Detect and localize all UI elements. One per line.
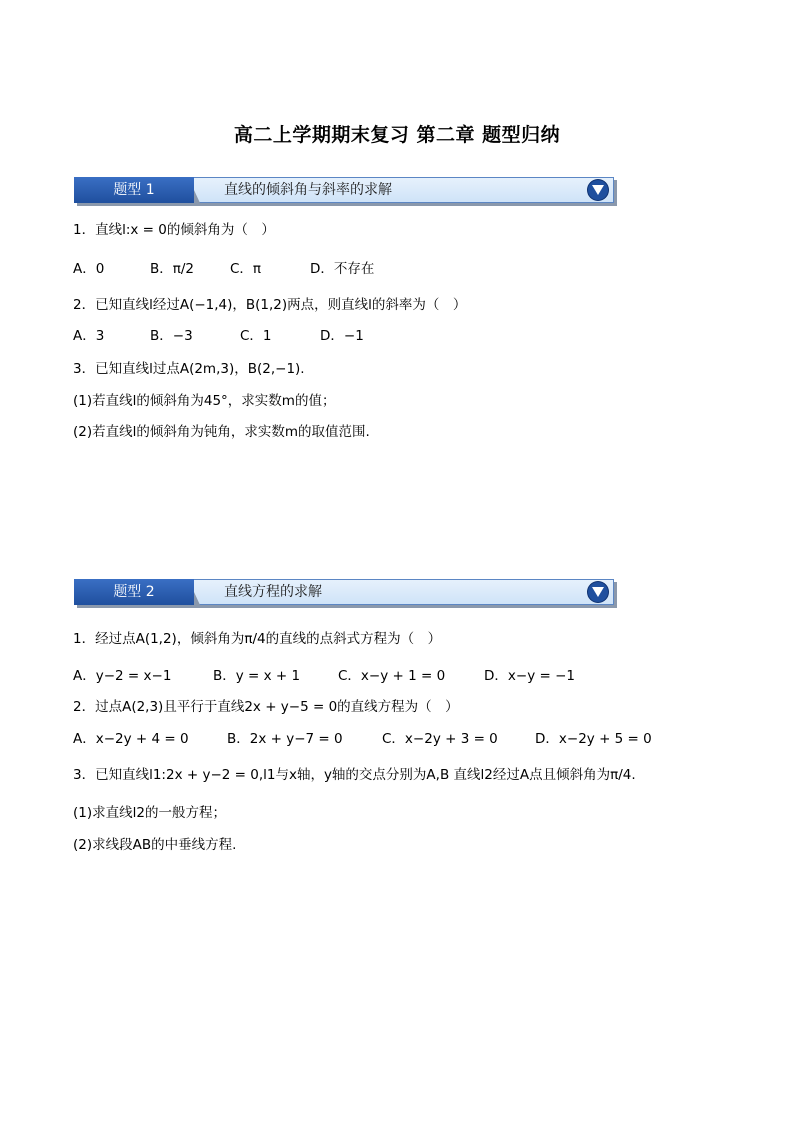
s1-q1-option-c: C．π xyxy=(230,261,262,277)
section-1-banner xyxy=(74,177,614,203)
s1-q2-option-d: D．−1 xyxy=(320,328,364,344)
s1-q3-stem: 3．已知直线l过点A(2m,3)，B(2,−1). xyxy=(73,361,305,377)
s2-q2-option-b: B．2x + y−7 = 0 xyxy=(227,731,343,747)
s1-q2-option-c: C．1 xyxy=(240,328,272,344)
s1-q1-option-b: B．π/2 xyxy=(150,261,195,277)
s2-q2-option-c: C．x−2y + 3 = 0 xyxy=(382,731,498,747)
s1-q2-stem: 2．已知直线l经过A(−1,4)，B(1,2)两点，则直线l的斜率为（ ） xyxy=(73,297,467,313)
s2-q3-sub1: (1)求直线l2的一般方程； xyxy=(73,805,226,821)
section-1-topic: 直线的倾斜角与斜率的求解 xyxy=(224,182,392,198)
s2-q3-stem: 3．已知直线l1:2x + y−2 = 0,l1与x轴，y轴的交点分别为A,B 直线l2经过A点且倾斜角为π/4. xyxy=(73,767,636,783)
chevron-down-icon[interactable] xyxy=(588,582,608,602)
s2-q1-option-c: C．x−y + 1 = 0 xyxy=(338,668,446,684)
section-1-label: 题型 1 xyxy=(74,177,194,203)
s1-q2-option-b: B．−3 xyxy=(150,328,193,344)
s1-q3-sub1: (1)若直线l的倾斜角为45°，求实数m的值； xyxy=(73,393,336,409)
s1-q1-stem: 1．直线l:x = 0的倾斜角为（ ） xyxy=(73,222,275,238)
s2-q1-stem: 1．经过点A(1,2)，倾斜角为π/4的直线的点斜式方程为（ ） xyxy=(73,631,442,647)
s1-q1-option-a: A．0 xyxy=(73,261,105,277)
section-2-label: 题型 2 xyxy=(74,579,194,605)
s2-q3-sub2: (2)求线段AB的中垂线方程. xyxy=(73,837,237,853)
s2-q2-option-d: D．x−2y + 5 = 0 xyxy=(535,731,652,747)
s1-q3-sub2: (2)若直线l的倾斜角为钝角，求实数m的取值范围. xyxy=(73,424,370,440)
chevron-down-icon[interactable] xyxy=(588,180,608,200)
s2-q2-option-a: A．x−2y + 4 = 0 xyxy=(73,731,189,747)
s2-q2-stem: 2．过点A(2,3)且平行于直线2x + y−5 = 0的直线方程为（ ） xyxy=(73,699,459,715)
s2-q1-option-d: D．x−y = −1 xyxy=(484,668,575,684)
section-2-banner xyxy=(74,579,614,605)
section-2-topic: 直线方程的求解 xyxy=(224,584,322,600)
s2-q1-option-a: A．y−2 = x−1 xyxy=(73,668,172,684)
s2-q1-option-b: B．y = x + 1 xyxy=(213,668,301,684)
s1-q2-option-a: A．3 xyxy=(73,328,105,344)
page-title: 高二上学期期末复习 第二章 题型归纳 xyxy=(233,124,561,146)
s1-q1-option-d: D．不存在 xyxy=(310,261,375,277)
